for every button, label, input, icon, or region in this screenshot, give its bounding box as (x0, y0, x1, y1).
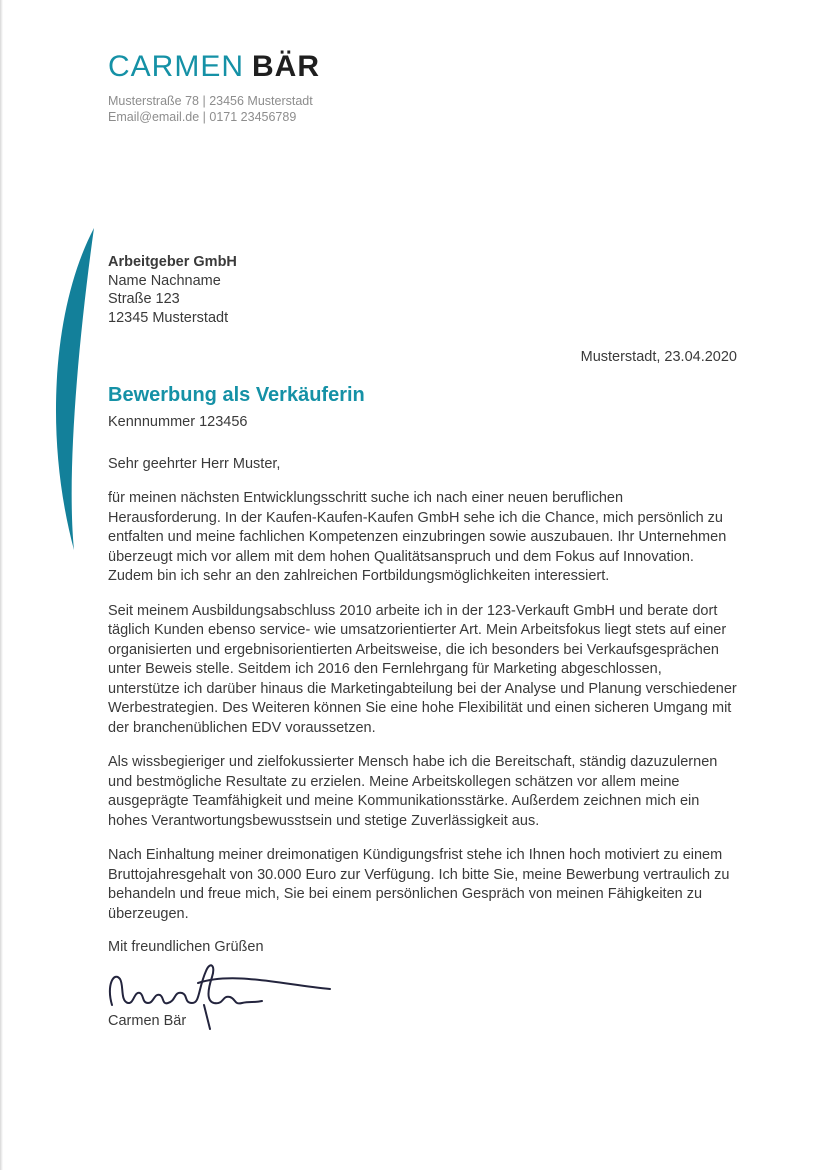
recipient-contact: Name Nachname (108, 272, 221, 289)
paragraph-1: für meinen nächsten Entwicklungsschritt suche ich nach einer neuen beruflichen Herausforderung. In der Kaufen-Kaufen-Kaufen GmbH sehe ich die Chance, mich persönlich zu entfalten und meine fachlichen Kompetenzen einzubringen sowie auszubauen. Ihr Unternehmen überzeugt mich vor allem mit dem hohen Qualitätsanspruch und dem Fokus auf Innovation. Zudem bin ich sehr an den zahlreichen Fortbildungsmöglichkeiten interessiert. (108, 490, 727, 584)
paragraph-4: Nach Einhaltung meiner dreimonatigen Kündigungsfrist stehe ich Ihnen hoch motiviert zu einem Bruttojahresgehalt von 30.000 Euro zur Verfügung. Ich bitte Sie, meine Bewerbung vertraulich zu behandeln und freue mich, Sie bei einem persönlichen Gespräch von meinen Fähigkeiten zu überzeugen. (108, 847, 730, 922)
recipient-city: 12345 Musterstadt (108, 309, 229, 326)
sender-contact-block (108, 93, 737, 125)
sender-name (108, 50, 737, 83)
signature-name: Carmen Bär (108, 1013, 187, 1029)
letter-body (108, 489, 737, 924)
sender-address-line: Musterstraße 78 | 23456 Musterstadt (108, 94, 313, 108)
letterhead (108, 0, 737, 125)
signature-block (108, 959, 737, 1045)
date-line: Musterstadt, 23.04.2020 (580, 349, 737, 365)
sender-contact-line: Email@email.de | 0171 23456789 (108, 110, 297, 124)
sender-first-name: CARMEN (108, 50, 245, 83)
handwritten-signature-scribble (102, 959, 342, 1043)
letter-content (108, 0, 737, 1045)
closing-formula: Mit freundlichen Grüßen (108, 939, 264, 955)
subject-line: Bewerbung als Verkäuferin (108, 384, 365, 406)
paragraph-3: Als wissbegieriger und zielfokussierter Mensch habe ich die Bereitschaft, ständig dazuzulernen und bestmögliche Resultate zu erzielen. Meine Arbeitskollegen schätzen vor allem meine ausgeprägte Teamfähigkeit und meine Kommunikationsstärke. Außerdem zeichnen mich ein hohes Verantwortungsbewusstsein und stetige Zuverlässigkeit aus. (108, 754, 718, 829)
decorative-crescent-shape (0, 228, 110, 558)
recipient-company: Arbeitgeber GmbH (108, 254, 237, 270)
recipient-street: Straße 123 (108, 291, 180, 307)
sender-last-name: BÄR (252, 50, 321, 83)
recipient-address-block (108, 253, 737, 327)
salutation: Sehr geehrter Herr Muster, (108, 456, 281, 472)
paragraph-2: Seit meinem Ausbildungsabschluss 2010 arbeite ich in der 123-Verkauft GmbH und berate dort täglich Kunden ebenso service- wie umsatzorientierter Art. Mein Arbeitsfokus liegt stets auf einer organisierten und ergebnisorientierten Arbeitsweise, die ich besonders bei Verkaufsgesprächen unter Beweis stelle. Seitdem ich 2016 den Fernlehrgang für Marketing abgeschlossen, unterstütze ich darüber hinaus die Marketingabteilung bei der Analyse und Planung verschiedener Werbestrategien. Des Weiteren können Sie eine hohe Flexibilität und einen sicheren Umgang mit der branchenüblichen EDV voraussetzen. (108, 602, 737, 736)
reference-number: Kennnummer 123456 (108, 414, 248, 430)
